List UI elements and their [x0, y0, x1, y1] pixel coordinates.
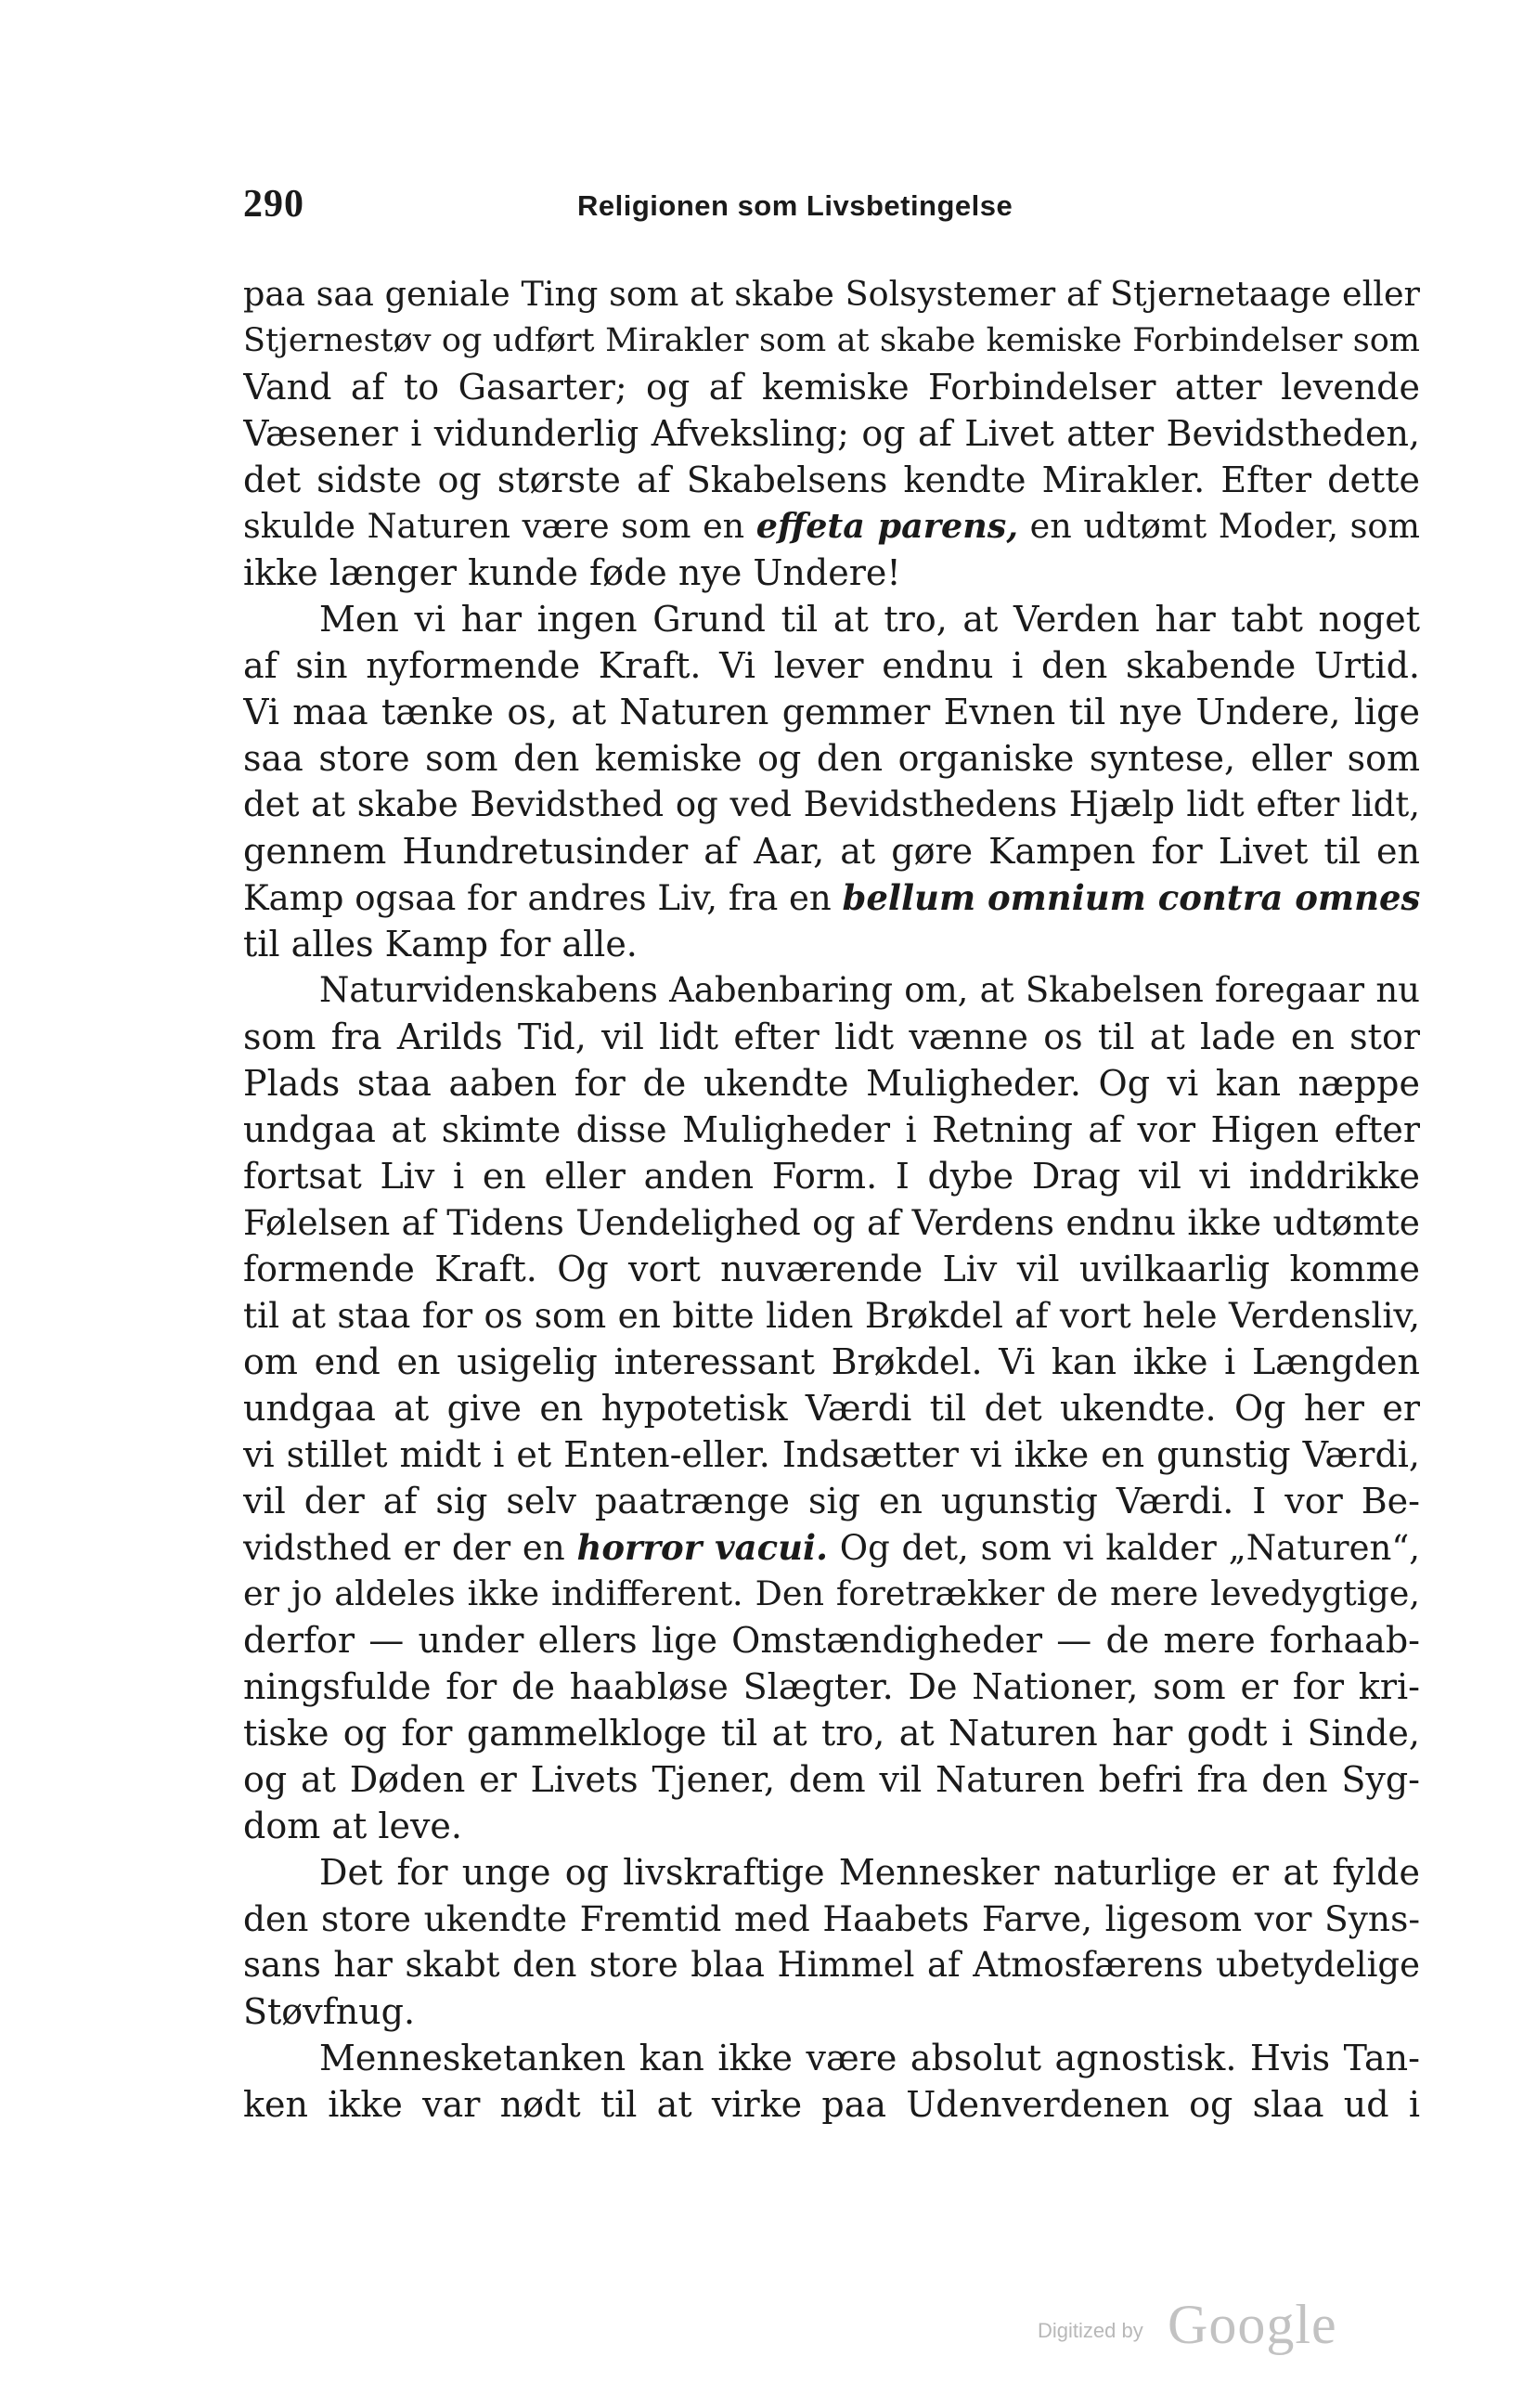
text-line: til at staa for os som en bitte liden Brøkdel af vort hele Verdensliv, [243, 1295, 1420, 1336]
text-segment: Kamp ogsaa for andres Liv, fra en [243, 878, 843, 918]
text-line: formende Kraft. Og vort nuværende Liv vil uvilkaarlig komme [243, 1249, 1420, 1289]
italic-phrase: horror vacui. [576, 1527, 828, 1568]
text-line [243, 1524, 1420, 1571]
text-line: Stjernestøv og udført Mirakler som at skabe kemiske Forbindelser som [243, 322, 1420, 359]
text-line: paa saa geniale Ting som at skabe Solsystemer af Stjernetaage eller [243, 274, 1420, 314]
body-text [243, 271, 1420, 2128]
text-line: Men vi har ingen Grund til at tro, at Verden har tabt noget [319, 599, 1420, 640]
text-line: er jo aldeles ikke indifferent. Den foretrækker de mere levedygtige, [243, 1573, 1420, 1613]
digitized-watermark [1038, 2293, 1427, 2367]
text-line: og at Døden er Livets Tjener, dem vil Naturen befri fra den Syg- [243, 1759, 1420, 1800]
text-line: af sin nyformende Kraft. Vi lever endnu i den skabende Urtid. [243, 645, 1420, 686]
italic-phrase: effeta parens, [755, 506, 1019, 546]
text-line: tiske og for gammelkloge til at tro, at Naturen har godt i Sinde, [243, 1713, 1420, 1754]
text-line: ningsfulde for de haabløse Slægter. De Nationer, som er for kri- [243, 1666, 1420, 1707]
google-logo: Google [1168, 2294, 1337, 2355]
text-line [243, 874, 1420, 921]
text-line: Vand af to Gasarter; og af kemiske Forbindelser atter levende [243, 367, 1420, 408]
text-line: den store ukendte Fremtid med Haabets Farve, ligesom vor Syns- [243, 1898, 1420, 1939]
text-line: vil der af sig selv paatrænge sig en ugunstig Værdi. I vor Be- [243, 1481, 1420, 1521]
text-line: Naturvidenskabens Aabenbaring om, at Skabelsen foregaar nu [319, 970, 1420, 1010]
text-line: Plads staa aaben for de ukendte Muligheder. Og vi kan næppe [243, 1063, 1420, 1104]
text-line: undgaa at skimte disse Muligheder i Retning af vor Higen efter [243, 1109, 1420, 1150]
page-number: 290 [243, 183, 304, 226]
text-line: det at skabe Bevidsthed og ved Bevidsthedens Hjælp lidt efter lidt, [243, 784, 1420, 824]
text-line: saa store som den kemiske og den organiske syntese, eller som [243, 738, 1420, 779]
text-line [243, 503, 1420, 550]
text-line: det sidste og største af Skabelsens kendte Mirakler. Efter dette [243, 460, 1420, 500]
text-line: vi stillet midt i et Enten-eller. Indsætter vi ikke en gunstig Værdi, [243, 1434, 1420, 1475]
text-line: Det for unge og livskraftige Mennesker naturlige er at fylde [319, 1852, 1420, 1893]
text-line: fortsat Liv i en eller anden Form. I dybe Drag vil vi inddrikke [243, 1156, 1420, 1197]
text-line: ikke længer kunde føde nye Undere! [243, 552, 901, 593]
text-line: om end en usigelig interessant Brøkdel. Vi kan ikke i Længden [243, 1341, 1420, 1382]
text-segment: en udtømt Moder, som [1018, 506, 1420, 546]
text-line: Støvfnug. [243, 1991, 416, 2032]
text-line: undgaa at give en hypotetisk Værdi til det ukendte. Og her er [243, 1388, 1420, 1429]
text-segment: skulde Naturen være som en [243, 506, 756, 546]
text-line: gennem Hundretusinder af Aar, at gøre Kampen for Livet til en [243, 831, 1420, 872]
digitized-label: Digitized by [1038, 2319, 1143, 2342]
text-line: til alles Kamp for alle. [243, 924, 638, 964]
text-segment: vidsthed er der en [243, 1528, 577, 1568]
text-line: som fra Arilds Tid, vil lidt efter lidt vænne os til at lade en stor [243, 1016, 1420, 1057]
text-line: dom at leve. [243, 1806, 462, 1846]
text-segment: Og det, som vi kalder „Naturen“, [827, 1528, 1420, 1568]
italic-phrase: bellum omnium contra omnes [842, 877, 1420, 918]
text-line: ken ikke var nødt til at virke paa Udenverdenen og slaa ud i [243, 2084, 1420, 2125]
text-line: sans har skabt den store blaa Himmel af Atmosfærens ubetydelige [243, 1945, 1420, 1985]
text-line: derfor — under ellers lige Omstændigheder — de mere forhaab- [243, 1620, 1420, 1661]
running-title: Religionen som Livsbetingelse [577, 189, 1013, 222]
text-line: Følelsen af Tidens Uendelighed og af Verdens endnu ikke udtømte [243, 1202, 1420, 1243]
page-header [243, 182, 1422, 238]
text-line: Mennesketanken kan ikke være absolut agnostisk. Hvis Tan- [319, 2038, 1420, 2078]
text-line: Væsener i vidunderlig Afveksling; og af Livet atter Bevidstheden, [243, 413, 1420, 454]
text-line: Vi maa tænke os, at Naturen gemmer Evnen til nye Undere, lige [243, 692, 1420, 732]
